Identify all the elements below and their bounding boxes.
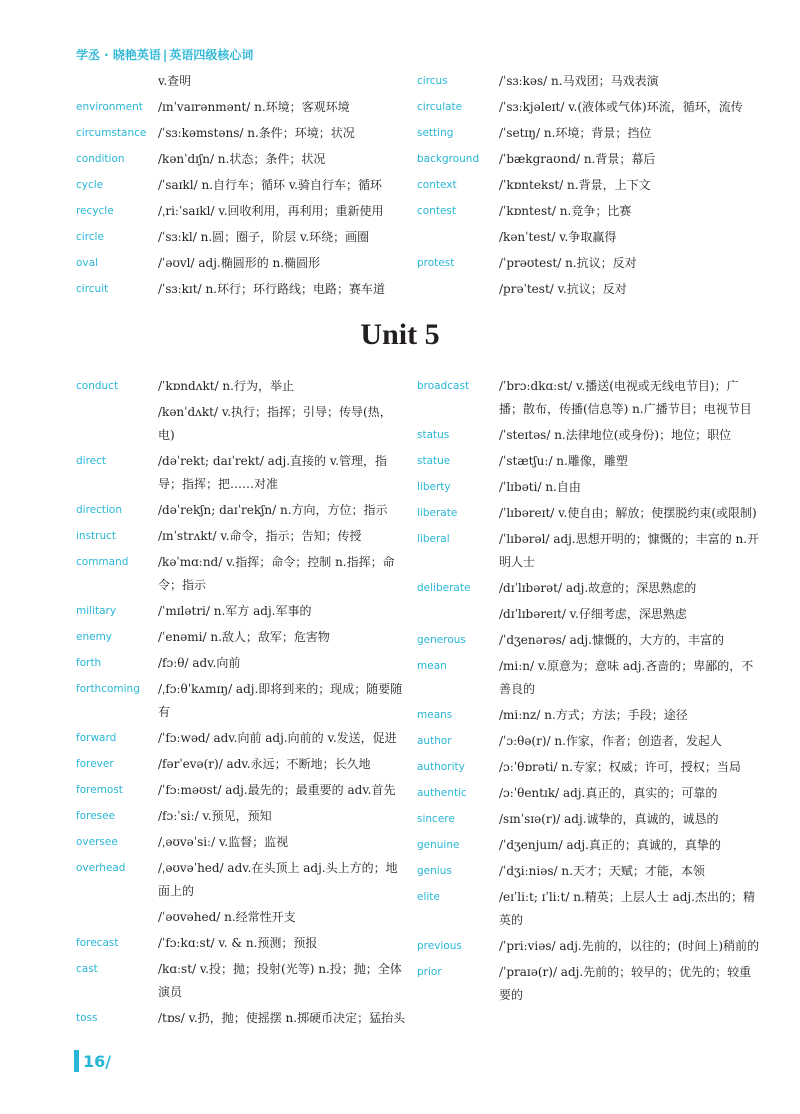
definition: /miːnz/ n.方式；方法；手段；途径: [499, 708, 688, 722]
definition: /ˈsɜːkjəleɪt/ v.(液体或气体)环流，循环，流传: [499, 100, 743, 114]
definition: /fɔːθ/ adv.向前: [158, 656, 241, 670]
header-series: 学丞 · 晓艳英语: [76, 48, 161, 62]
headword: condition: [76, 153, 125, 165]
headword: forth: [76, 657, 102, 669]
headword: oval: [76, 257, 98, 269]
definition: /ɪnˈstrʌkt/ v.命令，指示；告知；传授: [158, 529, 362, 543]
vocab-entry: [76, 450, 406, 496]
definition: /ˈlɪbəreɪt/ v.使自由；解放；使摆脱约束(或限制): [499, 506, 757, 520]
headword: status: [417, 429, 450, 441]
vocab-entry: [417, 450, 762, 473]
definition: /prəˈtest/ v.抗议；反对: [499, 282, 627, 296]
definition: /kənˈdɪʃn/ n.状态；条件；状况: [158, 152, 326, 166]
definition: /ˈpraɪə(r)/ adj.先前的；较早的；优先的；较重要的: [499, 965, 752, 1002]
headword: command: [76, 556, 129, 568]
vocab-entry: [76, 779, 406, 802]
headword: elite: [417, 891, 440, 903]
headword: military: [76, 605, 117, 617]
headword: cast: [76, 963, 98, 975]
headword: author: [417, 735, 452, 747]
headword: foremost: [76, 784, 123, 796]
headword: forthcoming: [76, 683, 140, 695]
headword: [417, 226, 499, 249]
vocab-column-bottom-left: [76, 375, 406, 1033]
vocab-entry: [76, 278, 406, 301]
header-title: 英语四级核心词: [169, 48, 254, 62]
headword: liberty: [417, 481, 451, 493]
headword: toss: [76, 1012, 98, 1024]
headword: recycle: [76, 205, 114, 217]
vocab-entry: [76, 226, 406, 249]
definition: /dɪˈlɪbəreɪt/ v.仔细考虑，深思熟虑: [499, 607, 687, 621]
vocab-entry: [76, 932, 406, 955]
vocab-entry: [417, 834, 762, 857]
vocab-entry: [76, 958, 406, 1004]
headword: circulate: [417, 101, 463, 113]
definition: /ˈsaɪkl/ n.自行车；循环 v.骑自行车；循环: [158, 178, 382, 192]
headword: genuine: [417, 839, 460, 851]
headword: conduct: [76, 380, 119, 392]
headword: forever: [76, 758, 114, 770]
headword: authentic: [417, 787, 467, 799]
headword: prior: [417, 966, 442, 978]
headword: [417, 278, 499, 301]
vocab-entry: [417, 148, 762, 171]
vocab-entry: [417, 424, 762, 447]
vocab-entry: [417, 502, 762, 525]
vocab-entry: [417, 756, 762, 779]
vocab-entry: [417, 860, 762, 883]
definition: /ˈlɪbəti/ n.自由: [499, 480, 581, 494]
headword: liberate: [417, 507, 458, 519]
vocab-entry: [417, 122, 762, 145]
vocab-entry: [76, 753, 406, 776]
vocab-entry: [417, 808, 762, 831]
vocab-entry: [76, 174, 406, 197]
definition: /ˈdʒenərəs/ adj.慷慨的，大方的，丰富的: [499, 633, 724, 647]
definition: /ˈbrɔːdkɑːst/ v.播送(电视或无线电节目)；广播；散布，传播(信息等) n.广播节目；电视节目: [499, 379, 752, 416]
headword: circle: [76, 231, 104, 243]
vocab-entry: [417, 655, 762, 701]
headword: circuit: [76, 283, 109, 295]
vocab-entry: [417, 603, 762, 626]
definition: /ˈɔːθə(r)/ n.作家，作者；创造者，发起人: [499, 734, 722, 748]
definition: /ɔːˈθɒrəti/ n.专家；权威；许可，授权；当局: [499, 760, 741, 774]
headword: generous: [417, 634, 466, 646]
definition: /ˈəʊvl/ adj.椭圆形的 n.椭圆形: [158, 256, 321, 270]
headword: genius: [417, 865, 452, 877]
definition: /ˈdʒenjuɪn/ adj.真正的；真诚的，真挚的: [499, 838, 721, 852]
vocab-entry: [76, 727, 406, 750]
headword: direct: [76, 455, 107, 467]
headword: forecast: [76, 937, 119, 949]
headword: oversee: [76, 836, 118, 848]
vocab-entry: [76, 70, 406, 93]
vocab-entry: [417, 226, 762, 249]
vocab-entry: [417, 886, 762, 932]
headword: enemy: [76, 631, 113, 643]
headword: previous: [417, 940, 462, 952]
headword: circus: [417, 75, 448, 87]
vocab-entry: [76, 805, 406, 828]
vocab-entry: [76, 96, 406, 119]
definition: /ˈprəʊtest/ n.抗议；反对: [499, 256, 637, 270]
definition: /kəˈmɑːnd/ v.指挥；命令；控制 n.指挥；命令；指示: [158, 555, 395, 592]
vocab-entry: [417, 174, 762, 197]
vocab-entry: [76, 122, 406, 145]
vocab-entry: [76, 551, 406, 597]
definition: /ˈsɜːkɪt/ n.环行；环行路线；电路；赛车道: [158, 282, 385, 296]
headword: overhead: [76, 862, 126, 874]
definition: /ˌəʊvəˈhed/ adv.在头顶上 adj.头上方的；地面上的: [158, 861, 398, 898]
vocab-entry: [76, 499, 406, 522]
vocab-entry: [417, 935, 762, 958]
headword: [76, 401, 158, 447]
vocab-entry: [76, 906, 406, 929]
vocab-entry: [76, 831, 406, 854]
headword: deliberate: [417, 582, 471, 594]
definition: /eɪˈliːt; ɪˈliːt/ n.精英；上层人士 adj.杰出的；精英的: [499, 890, 755, 927]
definition: /ˈsɜːkəmstəns/ n.条件；环境；状况: [158, 126, 355, 140]
vocab-entry: [417, 704, 762, 727]
vocab-column-top-right: [417, 70, 762, 304]
vocab-entry: [76, 678, 406, 724]
vocab-entry: [417, 476, 762, 499]
vocab-entry: [76, 600, 406, 623]
definition: /fɔːˈsiː/ v.预见，预知: [158, 809, 272, 823]
definition: /kənˈtest/ v.争取赢得: [499, 230, 617, 244]
vocab-entry: [417, 782, 762, 805]
vocab-entry: [417, 252, 762, 275]
definition: /ˈfɔːwəd/ adv.向前 adj.向前的 v.发送，促进: [158, 731, 397, 745]
definition: /kɑːst/ v.投；抛；投射(光等) n.投；抛；全体演员: [158, 962, 402, 999]
vocab-entry: [76, 148, 406, 171]
definition: /tɒs/ v.扔，抛；使摇摆 n.掷硬币决定；猛抬头: [158, 1011, 406, 1025]
definition: /ɪnˈvaɪrənmənt/ n.环境；客观环境: [158, 100, 350, 114]
definition: /ˌriːˈsaɪkl/ v.回收利用，再利用；重新使用: [158, 204, 384, 218]
definition: /sɪnˈsɪə(r)/ adj.诚挚的，真诚的，诚恳的: [499, 812, 719, 826]
headword: [76, 70, 158, 93]
vocab-entry: [76, 626, 406, 649]
definition: /ɔːˈθentɪk/ adj.真正的，真实的；可靠的: [499, 786, 718, 800]
definition: v.查明: [158, 74, 192, 88]
definition: /ˌfɔːθˈkʌmɪŋ/ adj.即将到来的；现成；随要随有: [158, 682, 403, 719]
headword: broadcast: [417, 380, 470, 392]
vocab-entry: [76, 525, 406, 548]
vocab-column-top-left: [76, 70, 406, 304]
vocab-entry: [76, 252, 406, 275]
headword: circumstance: [76, 127, 147, 139]
vocab-entry: [76, 200, 406, 223]
headword: direction: [76, 504, 123, 516]
headword: cycle: [76, 179, 104, 191]
definition: /ˈmɪlətri/ n.军方 adj.军事的: [158, 604, 312, 618]
definition: /ˈpriːviəs/ adj.先前的，以往的；(时间上)稍前的: [499, 939, 760, 953]
definition: /ˈkɒntest/ n.竞争；比赛: [499, 204, 632, 218]
definition: /dɪˈlɪbərət/ adj.故意的；深思熟虑的: [499, 581, 697, 595]
vocab-entry: [417, 961, 762, 1007]
headword: instruct: [76, 530, 117, 542]
headword: [417, 603, 499, 626]
headword: authority: [417, 761, 465, 773]
definition: /kənˈdʌkt/ v.执行；指挥；引导；传导(热，电): [158, 405, 392, 442]
headword: contest: [417, 205, 457, 217]
vocab-entry: [417, 730, 762, 753]
vocab-entry: [76, 857, 406, 903]
vocab-entry: [76, 401, 406, 447]
headword: statue: [417, 455, 451, 467]
vocab-entry: [417, 629, 762, 652]
definition: /ˈlɪbərəl/ adj.思想开明的；慷慨的；丰富的 n.开明人士: [499, 532, 760, 569]
headword: means: [417, 709, 453, 721]
vocab-entry: [76, 375, 406, 398]
vocab-entry: [417, 528, 762, 574]
definition: /ˈstætʃuː/ n.雕像，雕塑: [499, 454, 628, 468]
vocab-entry: [417, 70, 762, 93]
definition: /dəˈrekʃn; daɪˈrekʃn/ n.方向，方位；指示: [158, 503, 388, 517]
headword: sincere: [417, 813, 455, 825]
headword: mean: [417, 660, 447, 672]
definition: /ˈfɔːkɑːst/ v. & n.预测；预报: [158, 936, 318, 950]
vocab-entry: [417, 200, 762, 223]
headword: setting: [417, 127, 454, 139]
definition: /ˈkɒntekst/ n.背景，上下文: [499, 178, 651, 192]
definition: /ˈsɜːkl/ n.圆；圈子，阶层 v.环绕；画圈: [158, 230, 370, 244]
definition: /ˌəʊvəˈsiː/ v.监督；监视: [158, 835, 289, 849]
definition: /ˈkɒndʌkt/ n.行为，举止: [158, 379, 294, 393]
headword: environment: [76, 101, 143, 113]
headword: forward: [76, 732, 117, 744]
headword: background: [417, 153, 480, 165]
page-marker-bar: [74, 1050, 79, 1072]
definition: /fərˈevə(r)/ adv.永远；不断地；长久地: [158, 757, 371, 771]
page-number-text: 16/: [83, 1051, 112, 1071]
headword: protest: [417, 257, 455, 269]
vocab-column-bottom-right: [417, 375, 762, 1010]
vocab-entry: [76, 1007, 406, 1030]
definition: /ˈenəmi/ n.敌人；敌军；危害物: [158, 630, 330, 644]
vocab-entry: [76, 652, 406, 675]
definition: /miːn/ v.原意为；意味 adj.吝啬的；卑鄙的，不善良的: [499, 659, 754, 696]
running-header: 学丞 · 晓艳英语 | 英语四级核心词: [76, 48, 254, 62]
headword: [76, 906, 158, 929]
vocab-entry: [417, 96, 762, 119]
definition: /ˈsɜːkəs/ n.马戏团；马戏表演: [499, 74, 659, 88]
headword: foresee: [76, 810, 116, 822]
vocab-entry: [417, 577, 762, 600]
vocab-entry: [417, 375, 762, 421]
definition: /dəˈrekt; daɪˈrekt/ adj.直接的 v.管理，指导；指挥；把……对准: [158, 454, 388, 491]
vocab-entry: [417, 278, 762, 301]
headword: liberal: [417, 533, 450, 545]
definition: /ˈdʒiːniəs/ n.天才；天赋；才能，本领: [499, 864, 705, 878]
unit-title: Unit 5: [360, 318, 440, 351]
definition: /ˈəʊvəhed/ n.经常性开支: [158, 910, 296, 924]
definition: /ˈsteɪtəs/ n.法律地位(或身份)；地位；职位: [499, 428, 732, 442]
page-number: [74, 1050, 111, 1072]
definition: /ˈbækgraʊnd/ n.背景；幕后: [499, 152, 656, 166]
headword: context: [417, 179, 457, 191]
definition: /ˈfɔːməʊst/ adj.最先的；最重要的 adv.首先: [158, 783, 396, 797]
definition: /ˈsetɪŋ/ n.环境；背景；挡位: [499, 126, 652, 140]
